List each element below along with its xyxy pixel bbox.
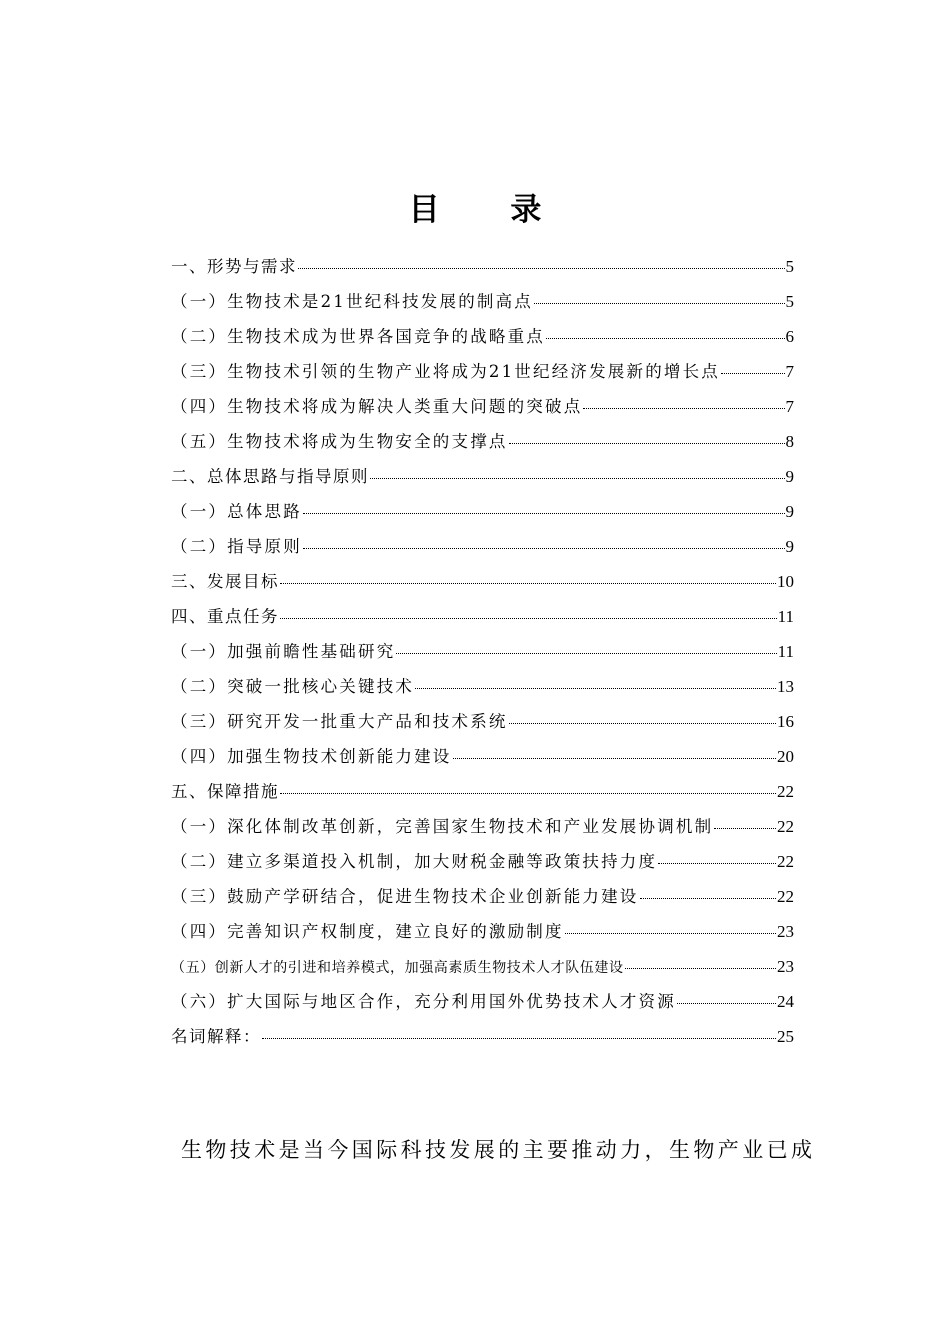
toc-entry-page-number: 24 [777,992,794,1011]
toc-entry-page-number: 22 [777,782,794,801]
toc-dot-leader [415,687,776,689]
toc-entry-label: （六）扩大国际与地区合作，充分利用国外优势技术人才资源 [171,992,676,1011]
toc-dot-leader [453,757,777,759]
toc-entry-page-number: 16 [777,712,794,731]
toc-entry-label: （三）鼓励产学研结合，促进生物技术企业创新能力建设 [171,887,639,906]
toc-entry[interactable] [171,354,794,389]
toc-dot-leader [658,862,776,864]
toc-entry-label: （二）建立多渠道投入机制，加大财税金融等政策扶持力度 [171,852,658,871]
toc-entry[interactable] [171,529,794,564]
toc-entry[interactable] [171,774,794,809]
toc-entry-label: （一）生物技术是21世纪科技发展的制高点 [171,292,533,311]
toc-dot-leader [509,722,776,724]
toc-entry[interactable] [171,949,794,984]
toc-entry-page-number: 5 [785,257,794,276]
toc-entry-page-number: 23 [777,957,794,976]
toc-entry-label: 一、形势与需求 [171,257,297,276]
toc-dot-leader [640,897,777,899]
toc-entry-page-number: 7 [785,397,794,416]
toc-entry[interactable] [171,844,794,879]
toc-dot-leader [280,582,776,584]
toc-dot-leader [565,932,776,934]
toc-entry[interactable] [171,914,794,949]
toc-entry-label: 二、总体思路与指导原则 [171,467,369,486]
toc-entry-label: （一）总体思路 [171,502,302,521]
toc-dot-leader [280,792,776,794]
toc-entry[interactable] [171,494,794,529]
toc-entry[interactable] [171,704,794,739]
toc-entry[interactable] [171,424,794,459]
toc-dot-leader [509,442,785,444]
toc-entry-label: （五）生物技术将成为生物安全的支撑点 [171,432,508,451]
toc-entry-page-number: 7 [785,362,794,381]
toc-dot-leader [534,302,785,304]
toc-entry-label: （四）生物技术将成为解决人类重大问题的突破点 [171,397,583,416]
toc-entry[interactable] [171,284,794,319]
toc-entry-page-number: 23 [777,922,794,941]
toc-dot-leader [262,1037,776,1039]
toc-entry[interactable] [171,634,794,669]
toc-entry[interactable] [171,319,794,354]
toc-dot-leader [280,617,777,619]
toc-dot-leader [721,372,785,374]
toc-dot-leader [714,827,776,829]
toc-dot-leader [546,337,785,339]
toc-dot-leader [303,547,785,549]
toc-entry[interactable] [171,564,794,599]
toc-entry-page-number: 9 [785,502,794,521]
toc-entry-page-number: 9 [785,467,794,486]
toc-entry-page-number: 8 [785,432,794,451]
page-title: 目 录 [408,192,572,228]
toc-entry-label: （三）研究开发一批重大产品和技术系统 [171,712,508,731]
toc-entry-label: （二）突破一批核心关键技术 [171,677,415,696]
toc-entry[interactable] [171,389,794,424]
toc-entry-label: （三）生物技术引领的生物产业将成为21世纪经济发展新的增长点 [171,362,720,381]
toc-entry[interactable] [171,739,794,774]
toc-dot-leader [677,1002,776,1004]
body-paragraph: 生物技术是当今国际科技发展的主要推动力，生物产业已成 [181,1138,816,1162]
toc-entry[interactable] [171,984,794,1019]
toc-entry-page-number: 22 [777,887,794,906]
toc-entry[interactable] [171,809,794,844]
toc-dot-leader [370,477,785,479]
toc-entry[interactable] [171,249,794,284]
toc-entry-page-number: 22 [777,852,794,871]
toc-entry-page-number: 6 [785,327,794,346]
toc-entry-page-number: 13 [777,677,794,696]
toc-entry-label: （二）生物技术成为世界各国竞争的战略重点 [171,327,545,346]
toc-entry-label: （一）加强前瞻性基础研究 [171,642,396,661]
toc-entry[interactable] [171,879,794,914]
toc-entry-label: （二）指导原则 [171,537,302,556]
toc-entry-label: 四、重点任务 [171,607,279,626]
toc-entry-page-number: 20 [777,747,794,766]
toc-entry-label: 三、发展目标 [171,572,279,591]
toc-entry-label: 五、保障措施 [171,782,279,801]
toc-entry-page-number: 25 [777,1027,794,1046]
toc-entry[interactable] [171,599,794,634]
toc-entry-page-number: 11 [777,607,794,626]
toc-dot-leader [583,407,784,409]
toc-entry-page-number: 5 [785,292,794,311]
toc-dot-leader [396,652,776,654]
toc-entry-label: （四）加强生物技术创新能力建设 [171,747,452,766]
toc-entry-page-number: 9 [785,537,794,556]
toc-entry[interactable] [171,669,794,704]
toc-dot-leader [625,967,776,969]
toc-entry[interactable] [171,1019,794,1054]
toc-entry-label: （一）深化体制改革创新，完善国家生物技术和产业发展协调机制 [171,817,714,836]
toc-entry-label: （五）创新人才的引进和培养模式，加强高素质生物技术人才队伍建设 [171,960,624,976]
toc-entry-label: 名词解释： [171,1027,261,1046]
toc-entry-page-number: 11 [777,642,794,661]
toc-dot-leader [298,267,785,269]
table-of-contents [171,249,794,1054]
toc-entry-page-number: 22 [777,817,794,836]
toc-entry[interactable] [171,459,794,494]
toc-entry-page-number: 10 [777,572,794,591]
toc-dot-leader [303,512,785,514]
toc-entry-label: （四）完善知识产权制度，建立良好的激励制度 [171,922,564,941]
